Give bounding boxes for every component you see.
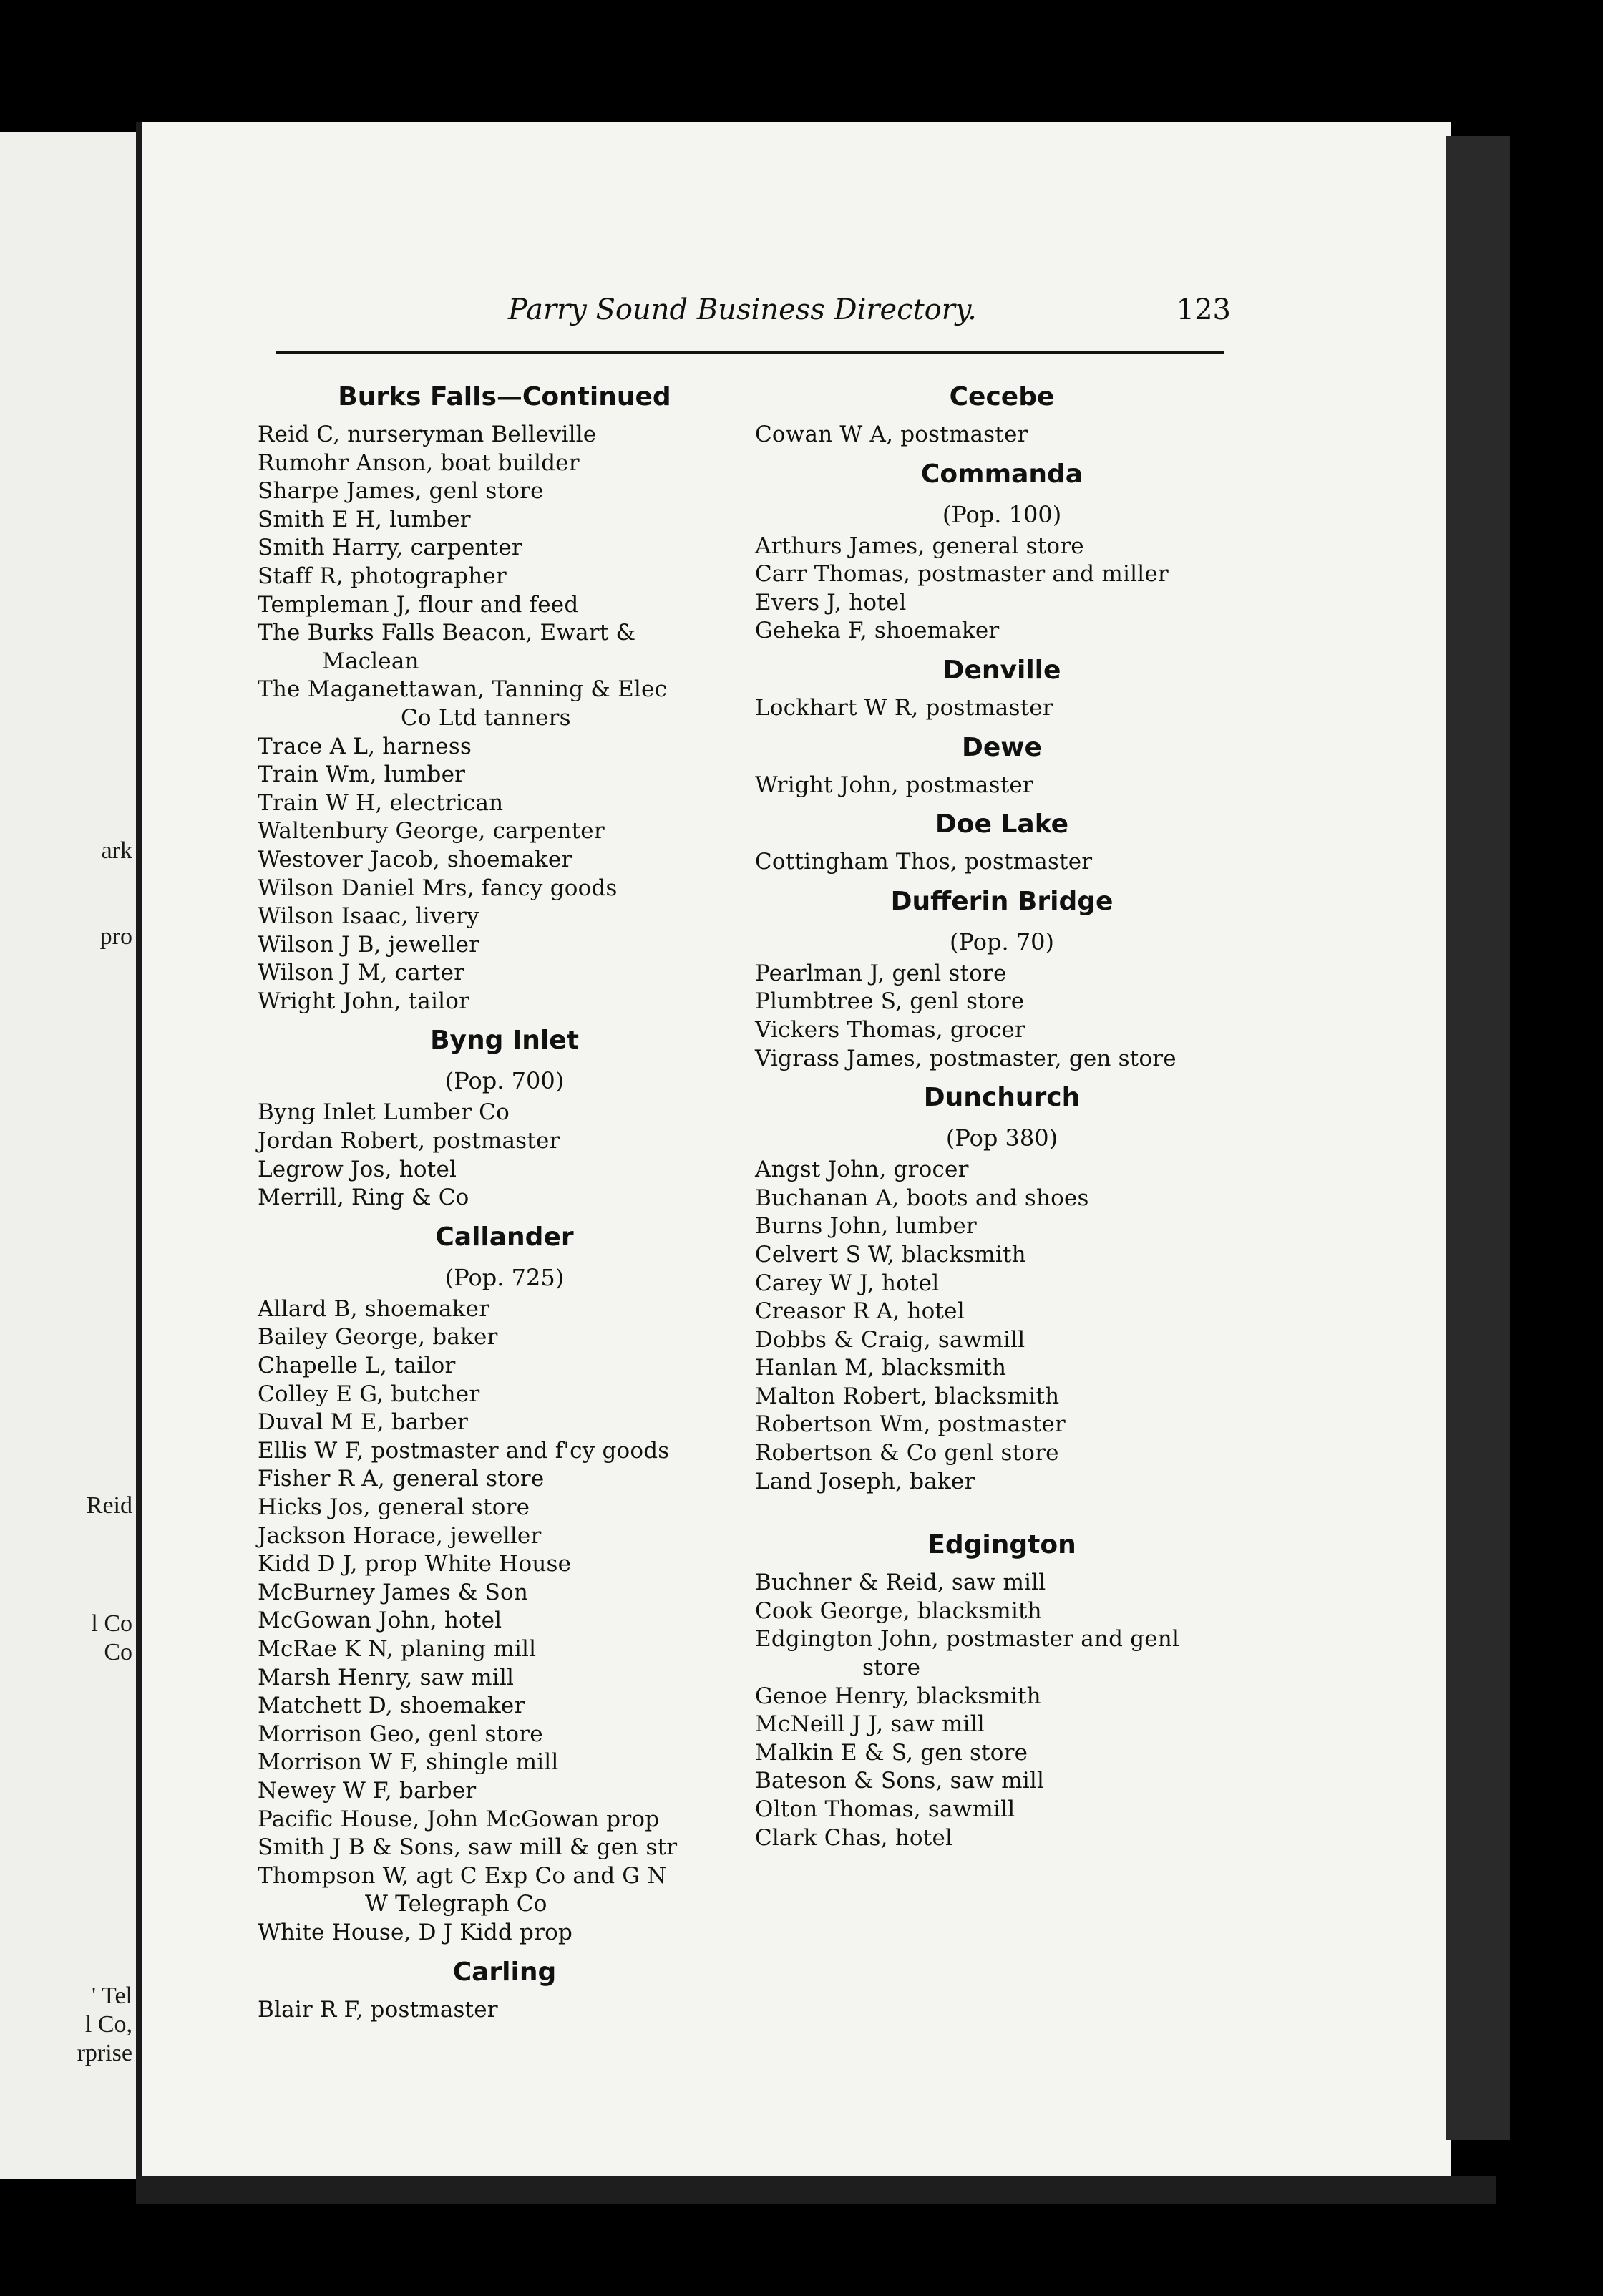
- directory-entry: Morrison Geo, genl store: [258, 1721, 543, 1747]
- page-header: [136, 293, 1231, 351]
- directory-entry: Byng Inlet Lumber Co: [258, 1099, 510, 1126]
- directory-entry: Celvert S W, blacksmith: [755, 1241, 1026, 1268]
- directory-entry: Edgington John, postmaster and genl: [755, 1626, 1180, 1653]
- directory-entry: Clark Chas, hotel: [755, 1824, 953, 1851]
- directory-entry: Marsh Henry, saw mill: [258, 1664, 515, 1691]
- left-page-fragment: ark: [101, 837, 132, 864]
- directory-entry: McNeill J J, saw mill: [755, 1711, 985, 1738]
- left-column: [258, 372, 751, 2028]
- page-title: Parry Sound Business Directory.: [508, 293, 977, 326]
- directory-entry: Creasor R A, hotel: [755, 1298, 965, 1325]
- directory-entry: Legrow Jos, hotel: [258, 1156, 457, 1182]
- directory-entry: Lockhart W R, postmaster: [755, 694, 1053, 721]
- population-label: (Pop 380): [945, 1124, 1058, 1152]
- directory-entry: Maclean: [322, 648, 419, 674]
- page-number: 123: [1176, 293, 1231, 326]
- directory-entry: Cowan W A, postmaster: [755, 422, 1028, 447]
- left-page-fragment: pro: [99, 923, 132, 950]
- directory-section: [258, 1218, 751, 1947]
- population-label: (Pop. 70): [949, 928, 1054, 955]
- page-binding-edge: [1446, 136, 1510, 2140]
- directory-entry: The Maganettawan, Tanning & Elec: [258, 676, 668, 703]
- directory-entry: White House, D J Kidd prop: [258, 1919, 573, 1945]
- directory-entry: Waltenbury George, carpenter: [258, 818, 605, 845]
- directory-entry: Evers J, hotel: [755, 589, 907, 616]
- directory-entry: W Telegraph Co: [365, 1891, 547, 1917]
- directory-entry: Ellis W F, postmaster and f'cy goods: [258, 1437, 670, 1464]
- directory-entry: Sharpe James, genl store: [258, 478, 544, 505]
- directory-entry: Malton Robert, blacksmith: [755, 1383, 1060, 1409]
- header-rule: [276, 351, 1224, 354]
- section-heading: Callander: [435, 1222, 574, 1252]
- left-page-fragment: rprise: [77, 2040, 132, 2066]
- directory-entry: Robertson Wm, postmaster: [755, 1411, 1066, 1438]
- right-column: [755, 372, 1249, 1857]
- directory-entry: McBurney James & Son: [258, 1579, 529, 1605]
- section-heading: Dewe: [962, 732, 1042, 762]
- directory-entry: Hicks Jos, general store: [258, 1494, 530, 1520]
- section-heading: Dufferin Bridge: [890, 886, 1114, 916]
- directory-entry: Matchett D, shoemaker: [258, 1693, 525, 1719]
- directory-entry: Jackson Horace, jeweller: [258, 1522, 542, 1549]
- section-heading: Byng Inlet: [430, 1026, 579, 1056]
- directory-entry: Bateson & Sons, saw mill: [755, 1768, 1045, 1794]
- population-label: (Pop. 700): [444, 1067, 565, 1095]
- directory-entry: Vickers Thomas, grocer: [755, 1016, 1025, 1043]
- directory-entry: Jordan Robert, postmaster: [258, 1128, 560, 1154]
- directory-entry: The Burks Falls Beacon, Ewart &: [258, 620, 636, 646]
- directory-section: [755, 455, 1249, 646]
- directory-entry: Cook George, blacksmith: [755, 1597, 1042, 1624]
- section-heading: Carling: [452, 1957, 557, 1987]
- directory-entry: Carr Thomas, postmaster and miller: [755, 561, 1169, 588]
- directory-entry: Smith E H, lumber: [258, 506, 471, 532]
- directory-entry: Morrison W F, shingle mill: [258, 1749, 559, 1776]
- directory-entry: Train W H, electrican: [258, 789, 504, 816]
- directory-entry: Templeman J, flour and feed: [258, 591, 579, 618]
- directory-section: [755, 882, 1249, 1073]
- directory-entry: Hanlan M, blacksmith: [755, 1355, 1007, 1381]
- left-page-fragment: Reid: [86, 1492, 132, 1519]
- section-heading: Burks Falls—Continued: [338, 382, 671, 412]
- directory-section: [755, 651, 1249, 723]
- directory-entry: Arthurs James, general store: [755, 532, 1084, 559]
- directory-entry: Vigrass James, postmaster, gen store: [755, 1045, 1176, 1071]
- directory-section: [755, 1079, 1249, 1496]
- directory-entry: Smith J B & Sons, saw mill & gen str: [258, 1834, 678, 1861]
- directory-entry: Rumohr Anson, boat builder: [258, 449, 580, 476]
- directory-entry: Co Ltd tanners: [401, 704, 571, 731]
- directory-entry: Plumbtree S, genl store: [755, 988, 1025, 1015]
- directory-section: [258, 1953, 751, 2025]
- directory-entry: Bailey George, baker: [258, 1324, 498, 1351]
- directory-entry: Cottingham Thos, postmaster: [755, 849, 1093, 875]
- directory-entry: Pacific House, John McGowan prop: [258, 1806, 660, 1832]
- left-page-fragment: l Co,: [84, 2011, 132, 2038]
- page-bottom-edge: [136, 2176, 1496, 2204]
- directory-entry: Carey W J, hotel: [755, 1270, 940, 1296]
- directory-entry: Wright John, postmaster: [755, 772, 1033, 798]
- directory-entry: McRae K N, planing mill: [258, 1635, 537, 1662]
- directory-entry: Newey W F, barber: [258, 1777, 477, 1804]
- directory-entry: Wilson Daniel Mrs, fancy goods: [258, 875, 618, 901]
- directory-entry: Allard B, shoemaker: [258, 1295, 490, 1322]
- directory-entry: Wilson Isaac, livery: [258, 903, 479, 930]
- directory-entry: Merrill, Ring & Co: [258, 1185, 469, 1211]
- section-heading: Doe Lake: [935, 809, 1069, 840]
- directory-section: [755, 1500, 1249, 1852]
- directory-entry: McGowan John, hotel: [258, 1607, 502, 1634]
- directory-entry: Malkin E & S, gen store: [755, 1739, 1028, 1766]
- directory-entry: Blair R F, postmaster: [258, 1996, 498, 2023]
- directory-section: [258, 1021, 751, 1212]
- directory-entry: Westover Jacob, shoemaker: [258, 846, 572, 872]
- directory-section: [258, 378, 751, 1016]
- directory-section: [755, 729, 1249, 800]
- section-heading: Commanda: [920, 459, 1083, 489]
- left-page-fragment: l Co: [91, 1610, 132, 1637]
- section-heading: Cecebe: [949, 382, 1055, 412]
- directory-entry: Reid C, nurseryman Belleville: [258, 422, 597, 447]
- directory-entry: Dobbs & Craig, sawmill: [755, 1326, 1025, 1353]
- directory-entry: store: [862, 1655, 921, 1681]
- directory-entry: Trace A L, harness: [258, 733, 472, 759]
- directory-entry: Robertson & Co genl store: [755, 1440, 1059, 1466]
- left-page-fragment: Co: [104, 1639, 132, 1665]
- left-page-edge: [0, 132, 144, 2179]
- directory-entry: Angst John, grocer: [755, 1157, 969, 1183]
- directory-entry: Pearlman J, genl store: [755, 960, 1007, 986]
- section-heading: Dunchurch: [923, 1083, 1081, 1113]
- directory-entry: Buchner & Reid, saw mill: [755, 1570, 1046, 1596]
- population-label: (Pop. 100): [942, 500, 1062, 528]
- directory-section: [755, 805, 1249, 877]
- directory-entry: Geheka F, shoemaker: [755, 618, 1000, 644]
- section-heading: Edgington: [927, 1530, 1076, 1560]
- directory-entry: Wilson J M, carter: [258, 960, 465, 986]
- directory-entry: Thompson W, agt C Exp Co and G N: [258, 1862, 667, 1889]
- directory-entry: Wright John, tailor: [258, 988, 470, 1014]
- directory-entry: Genoe Henry, blacksmith: [755, 1683, 1041, 1709]
- directory-entry: Burns John, lumber: [755, 1213, 977, 1240]
- directory-entry: Train Wm, lumber: [258, 762, 466, 788]
- directory-entry: Chapelle L, tailor: [258, 1353, 456, 1379]
- section-heading: Denville: [942, 655, 1061, 685]
- directory-entry: Buchanan A, boots and shoes: [755, 1185, 1089, 1211]
- directory-entry: Kidd D J, prop White House: [258, 1551, 572, 1577]
- directory-entry: Land Joseph, baker: [755, 1468, 975, 1494]
- left-page-fragment: ' Tel: [92, 1983, 132, 2009]
- directory-entry: Fisher R A, general store: [258, 1466, 545, 1492]
- directory-entry: Wilson J B, jeweller: [258, 931, 480, 958]
- directory-entry: Staff R, photographer: [258, 563, 507, 589]
- directory-entry: Olton Thomas, sawmill: [755, 1796, 1015, 1822]
- directory-entry: Duval M E, barber: [258, 1409, 469, 1436]
- directory-section: [755, 378, 1249, 449]
- population-label: (Pop. 725): [444, 1263, 565, 1291]
- directory-entry: Colley E G, butcher: [258, 1381, 480, 1407]
- directory-entry: Smith Harry, carpenter: [258, 535, 522, 561]
